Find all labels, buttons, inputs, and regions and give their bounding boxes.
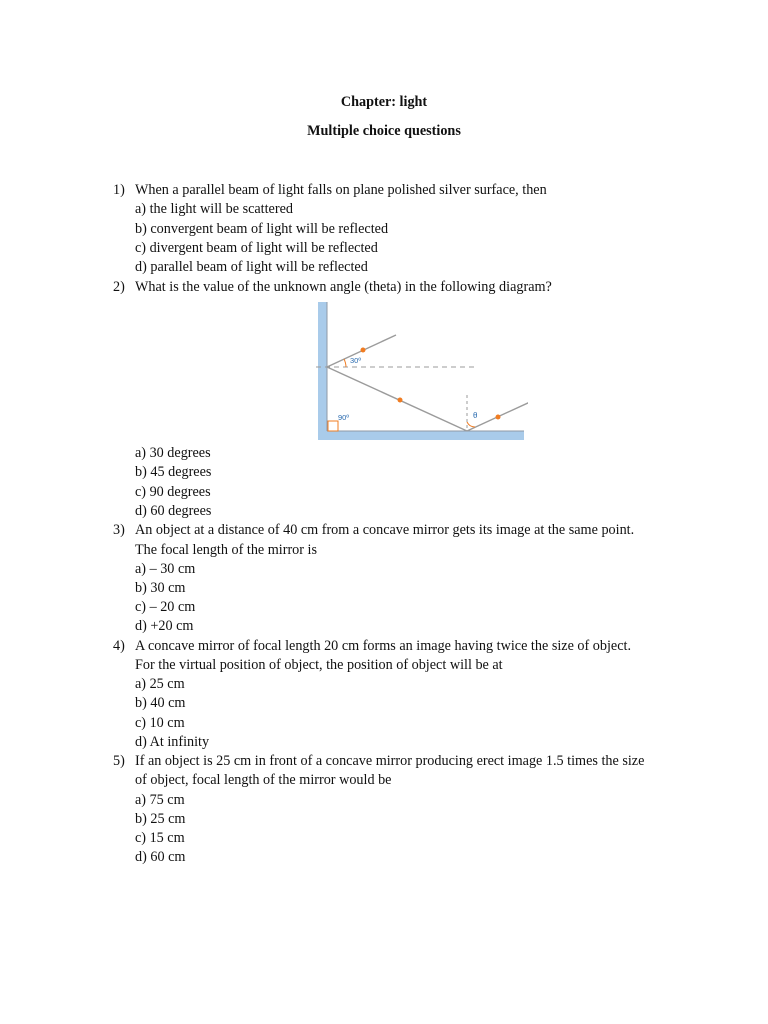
answer-option: d) At infinity (135, 734, 210, 750)
section-subtitle: Multiple choice questions (307, 123, 461, 139)
answer-option: d) +20 cm (135, 618, 194, 634)
right-angle-marker (328, 421, 338, 431)
answer-option: d) 60 degrees (135, 503, 212, 519)
question-text: A concave mirror of focal length 20 cm forms an image having twice the size of object. (135, 638, 631, 654)
question-text: What is the value of the unknown angle (theta) in the following diagram? (135, 279, 552, 295)
reflection-diagram (316, 300, 528, 442)
angle-label-90: 90º (338, 413, 350, 422)
answer-option: c) – 20 cm (135, 599, 196, 615)
direction-arrow (398, 398, 403, 403)
direction-arrow (361, 348, 366, 353)
answer-option: c) 90 degrees (135, 484, 211, 500)
angle-arc-theta (467, 422, 475, 427)
answer-option: c) divergent beam of light will be reflected (135, 240, 378, 256)
answer-option: a) 25 cm (135, 676, 185, 692)
chapter-title: Chapter: light (340, 94, 428, 110)
question-text: If an object is 25 cm in front of a concave mirror producing erect image 1.5 times the size (135, 753, 645, 769)
question-number: 2) (113, 279, 125, 295)
answer-option: a) 30 degrees (135, 445, 211, 461)
direction-arrow (496, 415, 501, 420)
vertical-mirror (318, 302, 327, 440)
answer-option: b) 30 cm (135, 580, 186, 596)
question-number: 4) (113, 638, 125, 654)
answer-option: c) 10 cm (135, 715, 185, 731)
answer-option: b) 40 cm (135, 695, 186, 711)
answer-option: b) 45 degrees (135, 464, 212, 480)
question-text: When a parallel beam of light falls on plane polished silver surface, then (135, 182, 547, 198)
answer-option: c) 15 cm (135, 830, 185, 846)
answer-option: d) 60 cm (135, 849, 186, 865)
angle-label-theta: θ (473, 411, 478, 420)
angle-arc-top (344, 359, 346, 367)
answer-option: b) 25 cm (135, 811, 186, 827)
answer-option: a) 75 cm (135, 792, 185, 808)
question-text: of object, focal length of the mirror would be (135, 772, 392, 788)
answer-option: a) the light will be scattered (135, 201, 293, 217)
answer-option: b) convergent beam of light will be reflected (135, 221, 389, 237)
question-number: 5) (113, 753, 125, 769)
angle-label-30: 30º (350, 356, 362, 365)
answer-option: a) – 30 cm (135, 561, 196, 577)
answer-option: d) parallel beam of light will be reflected (135, 259, 368, 275)
question-text: The focal length of the mirror is (135, 542, 318, 558)
horizontal-mirror (318, 431, 524, 440)
question-text: An object at a distance of 40 cm from a concave mirror gets its image at the same point. (135, 522, 635, 538)
question-number: 1) (113, 182, 125, 198)
question-text: For the virtual position of object, the position of object will be at (135, 657, 503, 673)
question-number: 3) (113, 522, 125, 538)
